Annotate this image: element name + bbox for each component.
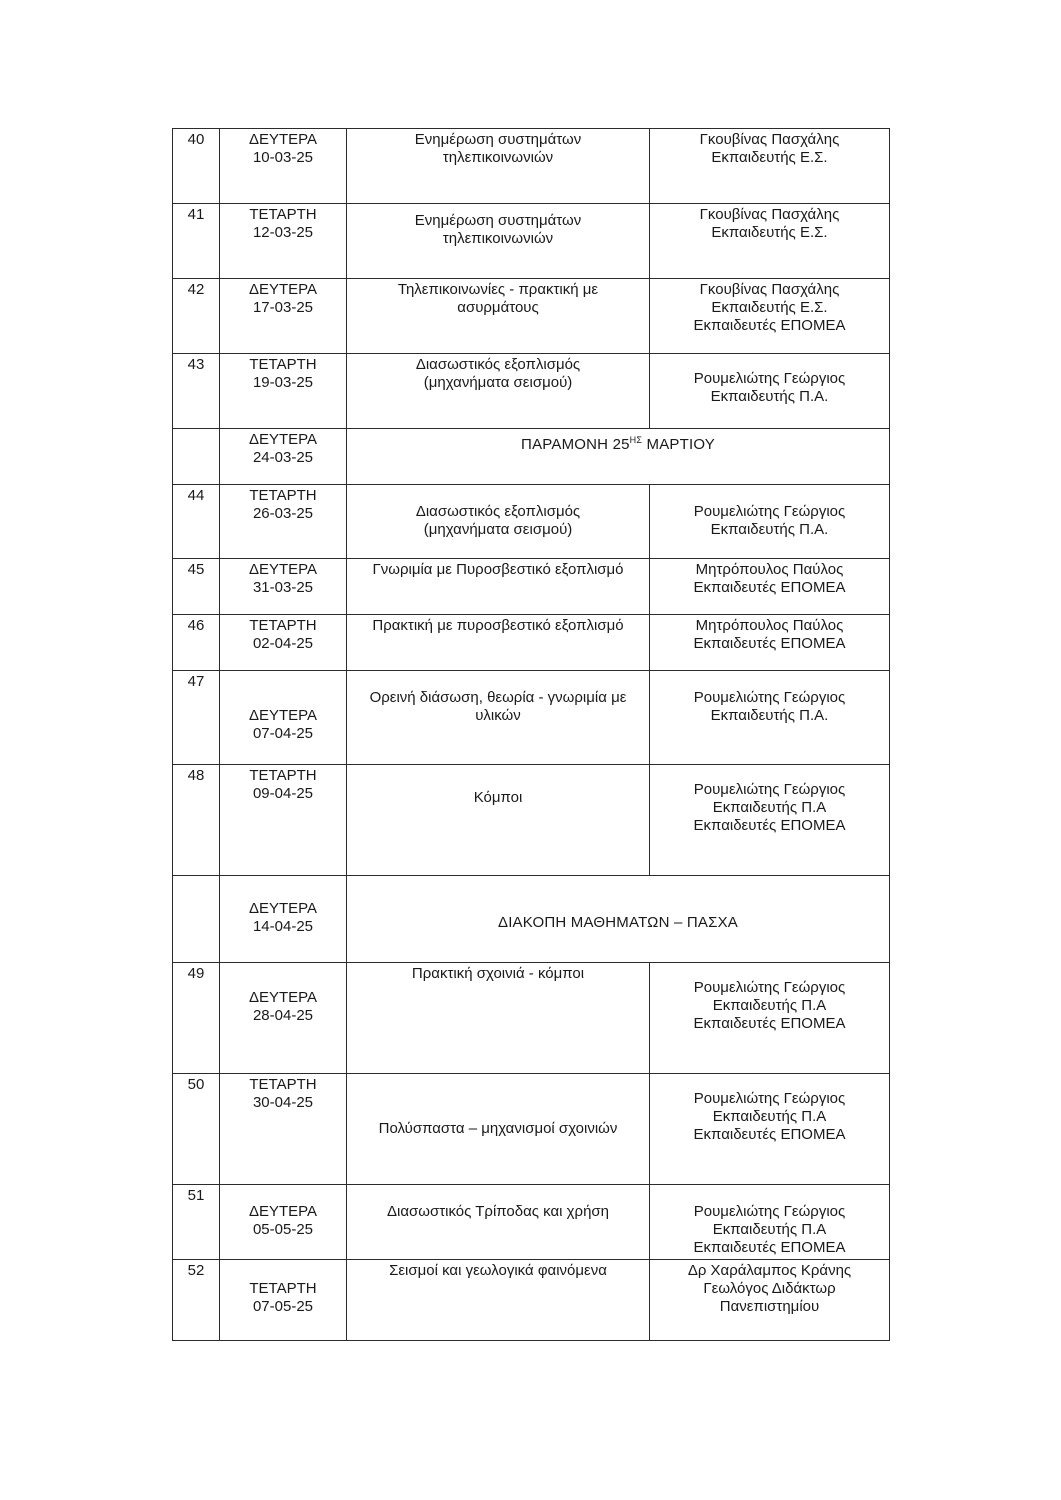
lesson-number: 40 xyxy=(187,131,205,148)
instructor-cell xyxy=(650,1260,890,1341)
instructor: Ρουμελιώτης Γεώργιος Εκπαιδευτής Π.Α. xyxy=(693,370,846,405)
weekday: ΤΕΤΑΡΤΗ xyxy=(249,767,317,784)
table-row xyxy=(173,765,890,876)
instructor-team: Εκπαιδευτές ΕΠΟΜΕΑ xyxy=(693,1015,846,1032)
instructor-team: Εκπαιδευτές ΕΠΟΜΕΑ xyxy=(693,317,846,334)
table-row xyxy=(173,1185,890,1260)
topic: Ορεινή διάσωση, θεωρία - γνωριμία με υλικών xyxy=(369,689,627,724)
lesson-number-cell xyxy=(173,876,220,963)
instructor-cell xyxy=(650,204,890,279)
instructor: Ρουμελιώτης Γεώργιος Εκπαιδευτής Π.Α Εκπαιδευτές ΕΠΟΜΕΑ xyxy=(693,1203,846,1256)
topic: Γνωριμία με Πυροσβεστικό εξοπλισμό xyxy=(372,561,624,578)
instructor-team: Εκπαιδευτές ΕΠΟΜΕΑ xyxy=(693,635,846,652)
topic-cell xyxy=(347,279,650,354)
lesson-number-cell xyxy=(173,485,220,559)
topic: Διασωστικός εξοπλισμός (μηχανήματα σεισμού) xyxy=(415,503,581,538)
date: 24-03-25 xyxy=(252,449,314,466)
lesson-number-cell xyxy=(173,1074,220,1185)
lesson-number-cell xyxy=(173,204,220,279)
date-cell xyxy=(220,204,347,279)
holiday-cell xyxy=(347,429,890,485)
instructor: Ρουμελιώτης Γεώργιος Εκπαιδευτής Π.Α. xyxy=(693,689,846,724)
table-row xyxy=(173,204,890,279)
date: 02-04-25 xyxy=(252,635,314,652)
table-row xyxy=(173,485,890,559)
instructor-team: Εκπαιδευτές ΕΠΟΜΕΑ xyxy=(693,817,846,834)
table-row xyxy=(173,963,890,1074)
date: 05-05-25 xyxy=(252,1221,314,1238)
date: 10-03-25 xyxy=(252,149,314,166)
instructor-team: Εκπαιδευτές ΕΠΟΜΕΑ xyxy=(693,579,846,596)
weekday: ΔΕΥΤΕΡΑ xyxy=(248,900,318,917)
holiday-label: ΔΙΑΚΟΠΗ ΜΑΘΗΜΑΤΩΝ – ΠΑΣΧΑ xyxy=(497,914,739,931)
date: 26-03-25 xyxy=(252,505,314,522)
lesson-number: 48 xyxy=(187,767,205,784)
instructor-team: Εκπαιδευτές ΕΠΟΜΕΑ xyxy=(693,1126,846,1143)
instructor: Δρ Χαράλαμπος Κράνης Γεωλόγος Διδάκτωρ Πανεπιστημίου xyxy=(687,1262,852,1315)
topic: Σεισμοί και γεωλογικά φαινόμενα xyxy=(389,1262,607,1279)
lesson-number-cell xyxy=(173,1260,220,1341)
lesson-number: 44 xyxy=(187,487,205,504)
holiday-label: ΠΑΡΑΜΟΝΗ $25^{H\Sigma}$ ΜΑΡΤΙΟΥ xyxy=(521,435,715,453)
date: 31-03-25 xyxy=(252,579,314,596)
date: 19-03-25 xyxy=(252,374,314,391)
date: 30-04-25 xyxy=(252,1094,314,1111)
lesson-number: 51 xyxy=(187,1187,205,1204)
instructor-cell xyxy=(650,485,890,559)
date-cell xyxy=(220,876,347,963)
date-cell xyxy=(220,615,347,671)
lesson-number: 42 xyxy=(187,281,205,298)
instructor: Γκουβίνας Πασχάλης Εκπαιδευτής Ε.Σ. xyxy=(699,206,840,241)
topic: Πρακτική σχοινιά - κόμποι xyxy=(411,965,585,982)
lesson-number-cell xyxy=(173,129,220,204)
topic: Ενημέρωση συστημάτων τηλεπικοινωνιών xyxy=(414,131,582,166)
instructor: Ρουμελιώτης Γεώργιος Εκπαιδευτής Π.Α xyxy=(693,979,846,1014)
date-cell xyxy=(220,963,347,1074)
topic-cell xyxy=(347,963,650,1074)
weekday: ΔΕΥΤΕΡΑ xyxy=(248,131,318,148)
topic-cell xyxy=(347,559,650,615)
holiday-row xyxy=(173,429,890,485)
weekday: ΔΕΥΤΕΡΑ xyxy=(248,1203,318,1220)
instructor: Ρουμελιώτης Γεώργιος Εκπαιδευτής Π.Α. xyxy=(693,503,846,538)
instructor-cell xyxy=(650,765,890,876)
instructor-cell xyxy=(650,671,890,765)
instructor: Μητρόπουλος Παύλος xyxy=(695,561,844,578)
date-cell xyxy=(220,485,347,559)
lesson-number-cell xyxy=(173,354,220,429)
lesson-number-cell xyxy=(173,963,220,1074)
date: 07-05-25 xyxy=(252,1298,314,1315)
weekday: ΔΕΥΤΕΡΑ xyxy=(248,561,318,578)
weekday: ΤΕΤΑΡΤΗ xyxy=(249,617,317,634)
instructor-cell xyxy=(650,354,890,429)
holiday-row xyxy=(173,876,890,963)
date-cell xyxy=(220,1185,347,1260)
lesson-number-cell xyxy=(173,279,220,354)
date-cell xyxy=(220,1074,347,1185)
topic-cell xyxy=(347,354,650,429)
date: 07-04-25 xyxy=(252,725,314,742)
weekday: ΔΕΥΤΕΡΑ xyxy=(248,281,318,298)
date-cell xyxy=(220,559,347,615)
weekday: ΤΕΤΑΡΤΗ xyxy=(249,356,317,373)
lesson-number: 45 xyxy=(187,561,205,578)
lesson-number: 49 xyxy=(187,965,205,982)
topic-cell xyxy=(347,671,650,765)
weekday: ΔΕΥΤΕΡΑ xyxy=(248,431,318,448)
date-cell xyxy=(220,765,347,876)
instructor: Ρουμελιώτης Γεώργιος Εκπαιδευτής Π.Α xyxy=(693,1090,846,1125)
instructor: Γκουβίνας Πασχάλης Εκπαιδευτής Ε.Σ. xyxy=(699,131,840,166)
lesson-number-cell xyxy=(173,429,220,485)
lesson-number: 46 xyxy=(187,617,205,634)
weekday: ΔΕΥΤΕΡΑ xyxy=(248,707,318,724)
date: 28-04-25 xyxy=(252,1007,314,1024)
table-row xyxy=(173,1260,890,1341)
topic-cell xyxy=(347,485,650,559)
date-cell xyxy=(220,671,347,765)
lesson-number: 52 xyxy=(187,1262,205,1279)
table-row xyxy=(173,279,890,354)
weekday: ΤΕΤΑΡΤΗ xyxy=(249,1076,317,1093)
date: 09-04-25 xyxy=(252,785,314,802)
instructor-cell xyxy=(650,129,890,204)
table-row xyxy=(173,354,890,429)
weekday: ΤΕΤΑΡΤΗ xyxy=(249,487,317,504)
date-cell xyxy=(220,354,347,429)
topic: Ενημέρωση συστημάτων τηλεπικοινωνιών xyxy=(414,212,582,247)
weekday: ΤΕΤΑΡΤΗ xyxy=(249,1280,317,1297)
lesson-number-cell xyxy=(173,559,220,615)
topic: Διασωστικός εξοπλισμός (μηχανήματα σεισμού) xyxy=(415,356,581,391)
instructor: Μητρόπουλος Παύλος xyxy=(695,617,844,634)
lesson-number-cell xyxy=(173,1185,220,1260)
instructor: Γκουβίνας Πασχάλης Εκπαιδευτής Ε.Σ. xyxy=(699,281,840,316)
date: 14-04-25 xyxy=(252,918,314,935)
instructor-cell xyxy=(650,615,890,671)
date-cell xyxy=(220,429,347,485)
date: 12-03-25 xyxy=(252,224,314,241)
date: 17-03-25 xyxy=(252,299,314,316)
topic-cell xyxy=(347,129,650,204)
topic: Κόμποι xyxy=(473,789,523,806)
lesson-number: 50 xyxy=(187,1076,205,1093)
instructor-cell xyxy=(650,279,890,354)
lesson-number-cell xyxy=(173,671,220,765)
topic: Διασωστικός Τρίποδας και χρήση xyxy=(386,1203,610,1220)
instructor-cell xyxy=(650,963,890,1074)
topic: Πρακτική με πυροσβεστικό εξοπλισμό xyxy=(372,617,624,634)
instructor-cell xyxy=(650,1185,890,1260)
topic-cell xyxy=(347,615,650,671)
table-row xyxy=(173,559,890,615)
lesson-number-cell xyxy=(173,765,220,876)
weekday: ΔΕΥΤΕΡΑ xyxy=(248,989,318,1006)
lesson-number: 47 xyxy=(187,673,205,690)
weekday: ΤΕΤΑΡΤΗ xyxy=(249,206,317,223)
table-row xyxy=(173,615,890,671)
topic-cell xyxy=(347,1185,650,1260)
topic-cell xyxy=(347,765,650,876)
lesson-number: 41 xyxy=(187,206,205,223)
schedule-table xyxy=(172,128,890,1341)
instructor-cell xyxy=(650,1074,890,1185)
topic: Τηλεπικοινωνίες - πρακτική με ασυρμάτους xyxy=(397,281,599,316)
table-row xyxy=(173,1074,890,1185)
topic: Πολύσπαστα – μηχανισμοί σχοινιών xyxy=(378,1120,618,1137)
table-row xyxy=(173,671,890,765)
lesson-number: 43 xyxy=(187,356,205,373)
date-cell xyxy=(220,129,347,204)
lesson-number-cell xyxy=(173,615,220,671)
date-cell xyxy=(220,279,347,354)
instructor-cell xyxy=(650,559,890,615)
topic-cell xyxy=(347,1260,650,1341)
table-row xyxy=(173,129,890,204)
topic-cell xyxy=(347,1074,650,1185)
date-cell xyxy=(220,1260,347,1341)
holiday-cell xyxy=(347,876,890,963)
instructor: Ρουμελιώτης Γεώργιος Εκπαιδευτής Π.Α xyxy=(693,781,846,816)
topic-cell xyxy=(347,204,650,279)
